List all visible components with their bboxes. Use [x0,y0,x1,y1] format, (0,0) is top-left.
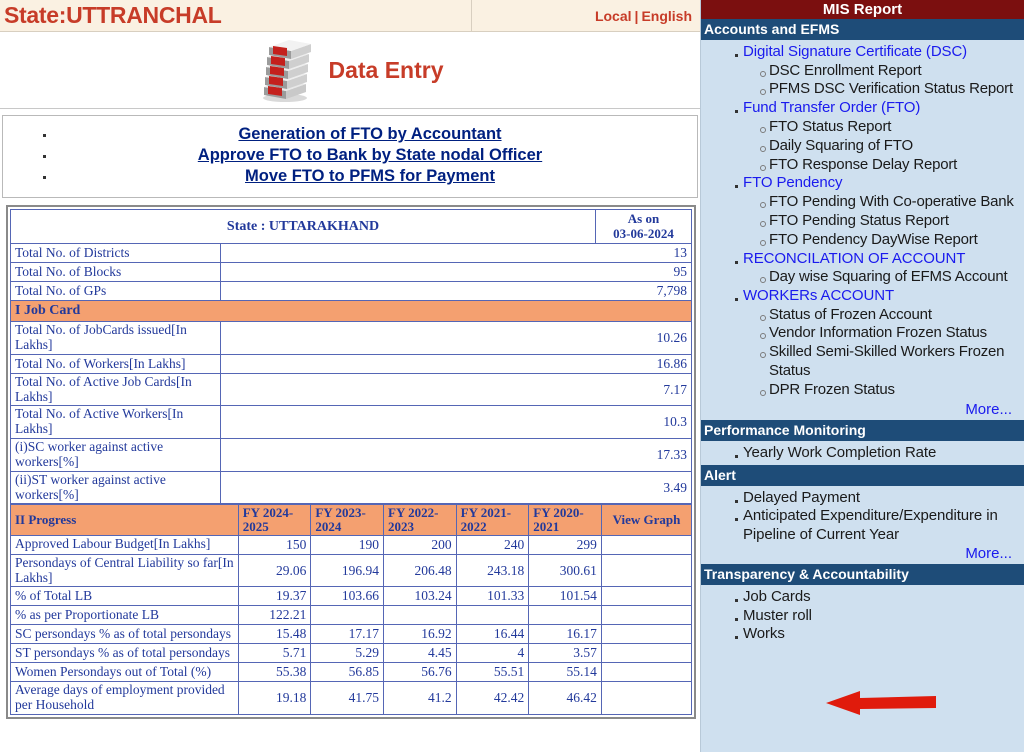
view-graph-cell[interactable] [601,535,691,554]
page-title: State:UTTRANCHAL [0,0,472,31]
row-value: 55.38 [238,663,311,682]
view-graph-cell[interactable] [601,682,691,715]
row-value: 56.76 [384,663,457,682]
sidebar-section-body-performance [701,441,1024,465]
view-graph-cell[interactable] [601,644,691,663]
data-entry-banner [0,32,700,109]
list-item [769,306,1018,325]
row-value: 16.44 [456,625,529,644]
sidebar-item-dpr-frozen-status[interactable]: DPR Frozen Status [769,381,895,399]
row-value: 56.85 [311,663,384,682]
sidebar-section-body-alert [701,486,1024,565]
sidebar-group-dsc [743,43,1018,99]
list-item [743,507,1018,544]
ason-label: As on [627,210,660,226]
sidebar-group-fto-pendency [743,174,1018,249]
row-value: 16.92 [384,625,457,644]
table-row [11,644,692,663]
table-row [11,406,692,439]
row-value: 17.33 [221,439,692,472]
sidebar-item-workers-account[interactable]: WORKERs ACCOUNT [743,287,895,305]
fy-header-2021-2022: FY 2021-2022 [456,505,529,535]
row-value: 41.75 [311,682,384,715]
row-value: 103.66 [311,587,384,606]
sidebar-item-fto-pending-with-cooperative-bank[interactable]: FTO Pending With Co-operative Bank [769,193,1014,211]
view-graph-cell[interactable] [601,587,691,606]
row-value [311,606,384,625]
more-link-alert[interactable]: More... [965,545,1012,563]
row-value: 150 [238,535,311,554]
list-item [43,166,697,187]
progress-header-row [11,505,692,535]
row-value: 29.06 [238,554,311,587]
row-value: 299 [529,535,602,554]
lang-separator: | [634,7,639,24]
list-item [743,607,1018,626]
row-value: 19.37 [238,587,311,606]
table-row [11,535,692,554]
row-label: Average days of employment provided per Household [11,682,239,715]
table-row [11,663,692,682]
sidebar-item-job-cards[interactable]: Job Cards [743,588,811,606]
row-value: 206.48 [384,554,457,587]
list-item [769,381,1018,400]
list-item [43,124,697,145]
sidebar-sublist [743,62,1018,100]
sidebar-item-vendor-information-frozen-status[interactable]: Vendor Information Frozen Status [769,324,987,342]
table-row [11,322,692,355]
lang-english-link[interactable]: English [641,7,692,24]
sidebar-group-list [707,43,1018,400]
row-value: 5.29 [311,644,384,663]
row-value: 196.94 [311,554,384,587]
list-item [769,137,1018,156]
table-row [11,554,692,587]
sidebar-title: MIS Report [701,0,1024,19]
sidebar-item-delayed-payment[interactable]: Delayed Payment [743,488,860,506]
sidebar-item-anticipated-expenditure[interactable]: Anticipated Expenditure/Expenditure in Pipeline of Current Year [743,507,998,543]
sidebar-section-accounts-and-efms: Accounts and EFMS [701,19,1024,40]
fy-header-2024-2025: FY 2024-2025 [238,505,311,535]
row-value: 55.14 [529,663,602,682]
table-row [11,625,692,644]
row-value: 103.24 [384,587,457,606]
list-item [769,193,1018,212]
view-graph-cell[interactable] [601,625,691,644]
sidebar-item-digital-signature-certificate[interactable]: Digital Signature Certificate (DSC) [743,43,968,60]
sidebar-item-fto-pendency-daywise-report[interactable]: FTO Pendency DayWise Report [769,230,978,248]
row-value: 7,798 [221,282,692,301]
fto-links-list [3,124,697,187]
sidebar-item-day-wise-squaring-of-efms-account[interactable]: Day wise Squaring of EFMS Account [769,268,1008,286]
row-label: Persondays of Central Liability so far[In Lakhs] [11,554,239,587]
list-item [769,118,1018,137]
sidebar-item-reconcilation-of-account[interactable]: RECONCILATION OF ACCOUNT [743,249,966,267]
sidebar-item-fto-pendency[interactable]: FTO Pendency [743,174,843,192]
sidebar-section-transparency-accountability: Transparency & Accountability [701,564,1024,585]
row-value: 243.18 [456,554,529,587]
sidebar-item-fund-transfer-order[interactable]: Fund Transfer Order (FTO) [743,99,921,117]
sidebar-section-alert: Alert [701,465,1024,486]
view-graph-cell[interactable] [601,663,691,682]
row-value: 4.45 [384,644,457,663]
mis-report-sidebar [700,0,1024,752]
list-item [769,62,1018,81]
list-item [769,268,1018,287]
sidebar-group-list [707,588,1018,644]
table-row [11,471,692,504]
section-label: II Progress [11,505,239,535]
list-item [769,156,1018,175]
sidebar-section-body-accounts [701,40,1024,420]
data-entry-label: Data Entry [328,56,444,83]
row-value: 16.17 [529,625,602,644]
view-graph-cell[interactable] [601,554,691,587]
table-state-header: State : UTTARAKHAND [11,210,596,244]
table-ason-header [596,210,692,244]
row-value: 101.33 [456,587,529,606]
row-value: 10.26 [221,322,692,355]
sidebar-section-body-transparency [701,585,1024,646]
section-label: I Job Card [11,301,692,322]
row-label: Total No. of Active Workers[In Lakhs] [11,406,221,439]
row-value: 300.61 [529,554,602,587]
row-label: SC persondays % as of total persondays [11,625,239,644]
sidebar-item-skilled-semi-skilled-workers-frozen-status[interactable]: Skilled Semi-Skilled Workers Frozen Status [769,343,1005,380]
state-header-band [0,0,700,32]
state-summary-table [10,209,692,504]
row-label: Women Persondays out of Total (%) [11,663,239,682]
list-item [743,489,1018,508]
fto-link-approve[interactable]: Approve FTO to Bank by State nodal Officer [197,146,543,164]
sidebar-item-dsc-enrollment-report[interactable]: DSC Enrollment Report [769,61,922,79]
lang-local-link[interactable]: Local [594,7,632,24]
table-header-row [11,210,692,244]
row-value: 3.57 [529,644,602,663]
sidebar-item-daily-squaring-of-fto[interactable]: Daily Squaring of FTO [769,136,913,154]
row-value: 200 [384,535,457,554]
sidebar-section-performance-monitoring: Performance Monitoring [701,420,1024,441]
row-value: 13 [221,244,692,263]
fto-links-box [2,115,698,198]
row-value: 16.86 [221,354,692,373]
list-item [743,588,1018,607]
row-value: 190 [311,535,384,554]
fto-link-generation[interactable]: Generation of FTO by Accountant [238,125,502,143]
row-value: 41.2 [384,682,457,715]
fy-header-2023-2024: FY 2023-2024 [311,505,384,535]
row-label: Total No. of Active Job Cards[In Lakhs] [11,373,221,406]
row-value: 17.17 [311,625,384,644]
row-value: 95 [221,263,692,282]
ason-date: 03-06-2024 [613,225,674,241]
view-graph-header: View Graph [601,505,691,535]
row-value: 4 [456,644,529,663]
sidebar-group-list [707,444,1018,463]
list-item [43,145,697,166]
table-row [11,682,692,715]
row-value: 19.18 [238,682,311,715]
table-row [11,587,692,606]
row-label: Total No. of GPs [11,282,221,301]
table-row [11,439,692,472]
view-graph-cell[interactable] [601,606,691,625]
table-row [11,354,692,373]
row-label: (i)SC worker against active workers[%] [11,439,221,472]
list-item [769,231,1018,250]
file-binder-stack-icon [256,37,314,103]
list-item [769,343,1018,381]
row-label: Total No. of Districts [11,244,221,263]
table-row [11,263,692,282]
row-value: 240 [456,535,529,554]
row-label: (ii)ST worker against active workers[%] [11,471,221,504]
sidebar-item-fto-response-delay-report[interactable]: FTO Response Delay Report [769,155,958,173]
row-label: % as per Proportionate LB [11,606,239,625]
list-item [769,212,1018,231]
fto-link-move-pfms[interactable]: Move FTO to PFMS for Payment [245,167,495,185]
progress-table [10,504,692,715]
sidebar-item-works[interactable]: Works [743,625,785,643]
row-value: 5.71 [238,644,311,663]
row-label: Total No. of JobCards issued[In Lakhs] [11,322,221,355]
mis-report-table-container [6,205,696,719]
sidebar-sublist [743,268,1018,287]
sidebar-group-workers-account [743,287,1018,400]
sidebar-item-fto-pending-status-report[interactable]: FTO Pending Status Report [769,211,949,229]
row-value [384,606,457,625]
fy-header-2022-2023: FY 2022-2023 [384,505,457,535]
sidebar-item-fto-status-report[interactable]: FTO Status Report [769,117,892,135]
row-label: Total No. of Blocks [11,263,221,282]
sidebar-sublist [743,193,1018,250]
sidebar-sublist [743,118,1018,175]
row-value [529,606,602,625]
row-value: 10.3 [221,406,692,439]
table-row [11,244,692,263]
row-value [456,606,529,625]
table-row [11,606,692,625]
sidebar-sublist [743,306,1018,400]
list-item [769,80,1018,99]
table-row [11,282,692,301]
sidebar-item-status-of-frozen-account[interactable]: Status of Frozen Account [769,305,932,323]
row-label: ST persondays % as of total persondays [11,644,239,663]
row-label: Approved Labour Budget[In Lakhs] [11,535,239,554]
sidebar-group-reconcilation [743,250,1018,287]
row-value: 3.49 [221,471,692,504]
sidebar-group-fto [743,99,1018,174]
row-value: 122.21 [238,606,311,625]
language-switcher [472,8,700,24]
row-label: Total No. of Workers[In Lakhs] [11,354,221,373]
sidebar-item-pfms-dsc-verification-status-report[interactable]: PFMS DSC Verification Status Report [769,80,1013,98]
section-header-job-card [11,301,692,322]
list-item [743,625,1018,644]
row-value: 46.42 [529,682,602,715]
sidebar-item-yearly-work-completion-rate[interactable]: Yearly Work Completion Rate [743,443,937,461]
sidebar-item-muster-roll[interactable]: Muster roll [743,606,812,624]
list-item [769,324,1018,343]
sidebar-group-list [707,489,1018,545]
table-row [11,373,692,406]
list-item [743,444,1018,463]
row-value: 101.54 [529,587,602,606]
row-value: 7.17 [221,373,692,406]
row-value: 42.42 [456,682,529,715]
more-link-accounts[interactable]: More... [965,400,1012,418]
row-value: 15.48 [238,625,311,644]
row-value: 55.51 [456,663,529,682]
fy-header-2020-2021: FY 2020-2021 [529,505,602,535]
row-label: % of Total LB [11,587,239,606]
